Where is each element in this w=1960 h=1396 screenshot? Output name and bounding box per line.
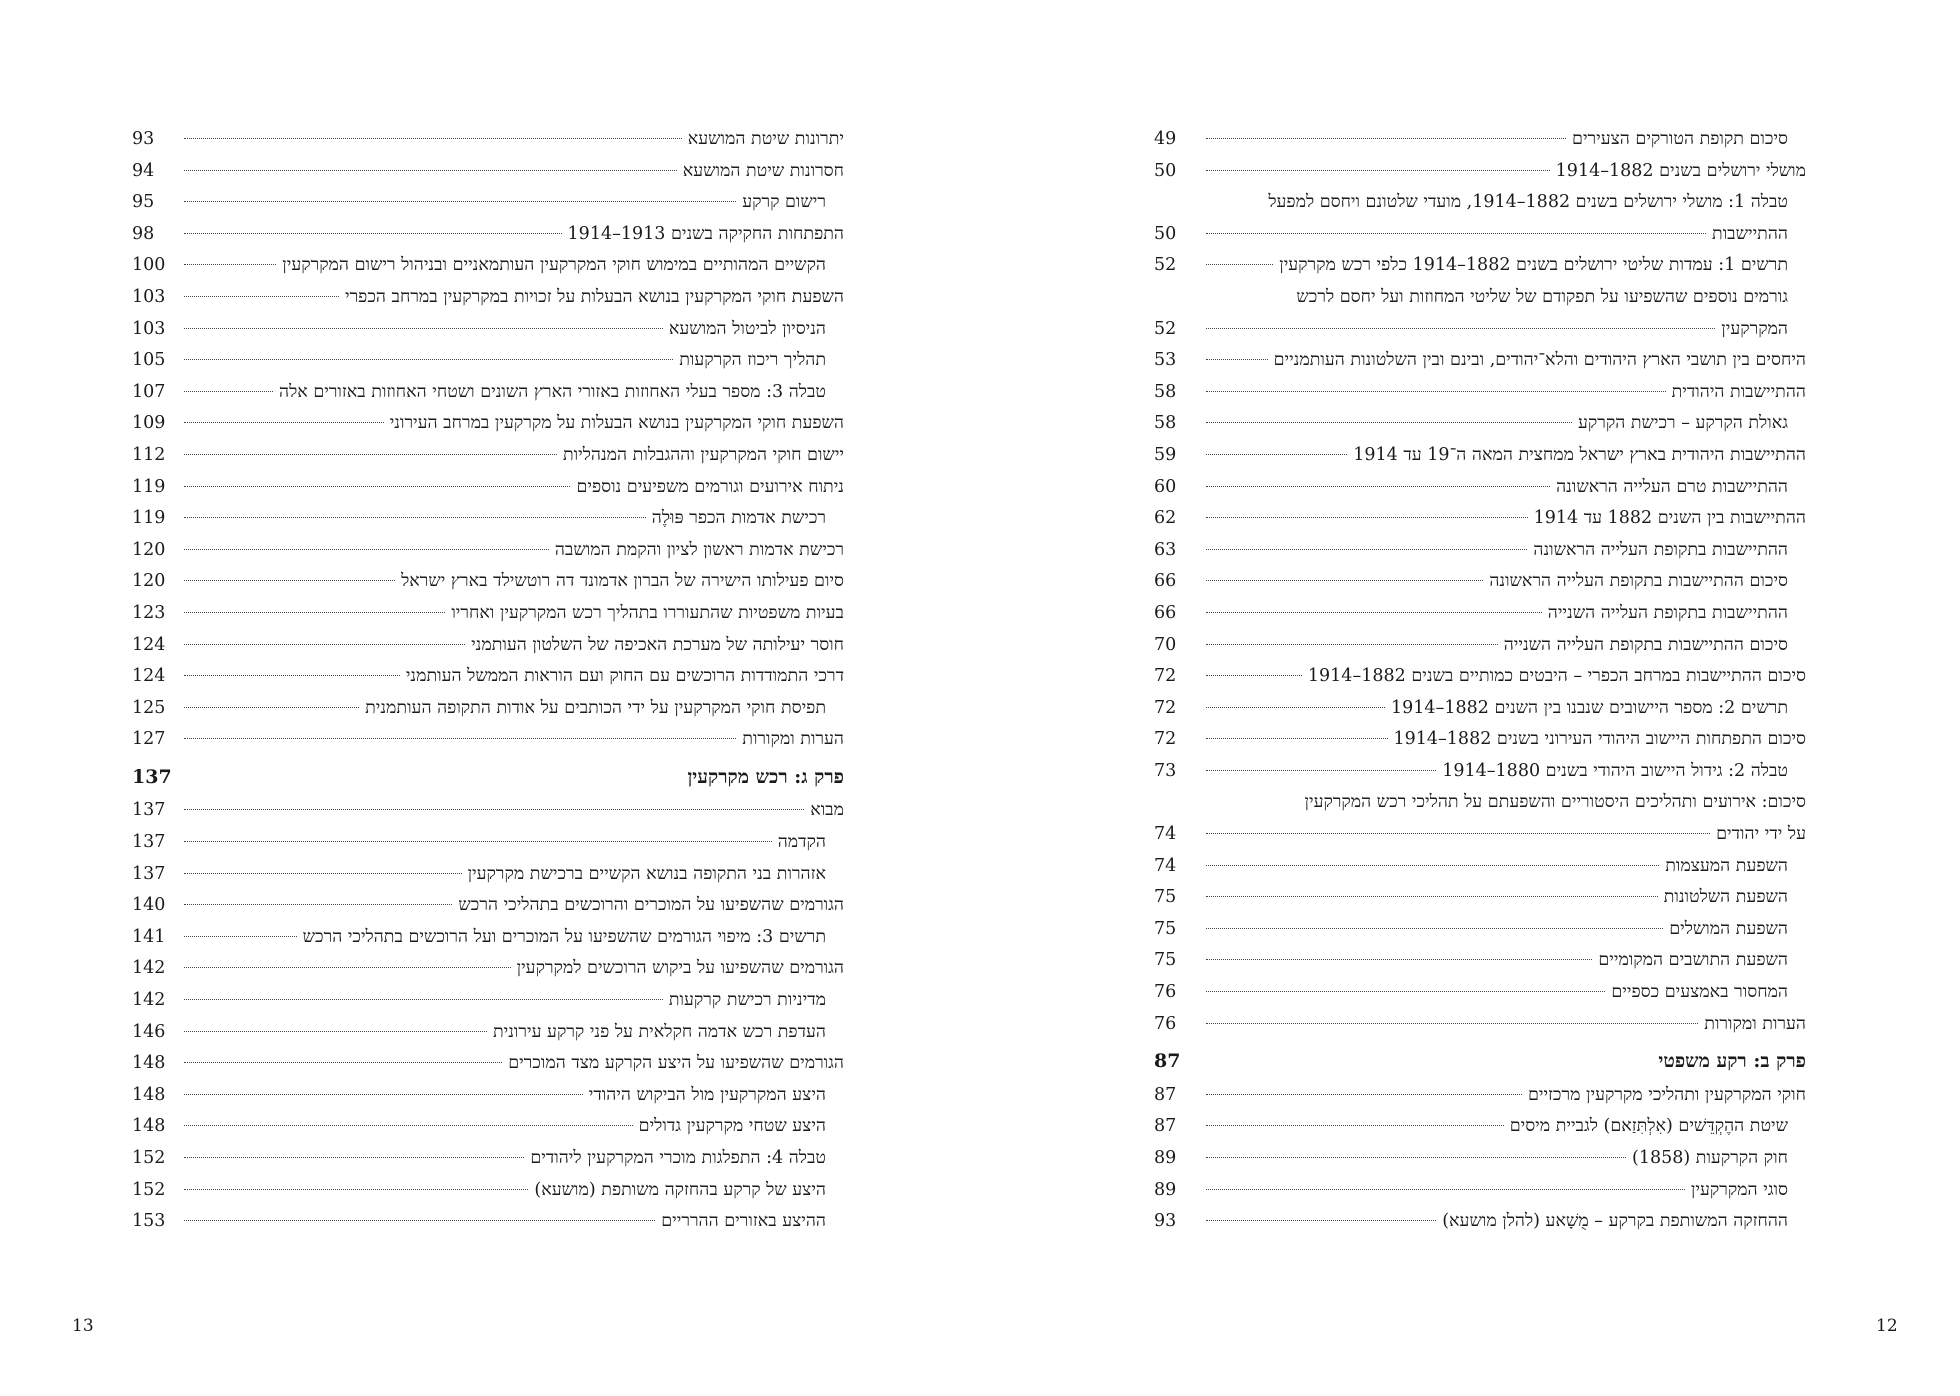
toc-entry-title: בעיות משפטיות שהתעוררו בתהליך רכש המקרקעין ואחריו [451,602,844,623]
dot-leader [184,328,663,329]
page-number-right: 12 [1876,1316,1898,1336]
dot-leader [184,264,276,265]
toc-entry [132,124,844,156]
toc-entry [132,1048,844,1080]
toc-entry [132,503,844,535]
toc-entry-title: ההיצע באזורים ההרריים [661,1211,826,1232]
toc-entry-title: טבלה 4: התפלגות מוכרי המקרקעין ליהודים [530,1148,826,1168]
dot-leader [1206,1094,1522,1095]
toc-entry [1154,472,1806,504]
toc-entry-title: ההתיישבות היהודית בארץ ישראל ממחצית המאה ה־19 עד 1914 [1353,444,1806,465]
toc-entry-page: 93 [132,129,155,149]
toc-entry-page: 72 [1154,666,1177,687]
toc-entry-title: פרק ב: רקע משפטי [1658,1050,1806,1073]
toc-entry-page: 98 [132,223,155,244]
toc-entry-title: גאולת הקרקע – רכישת הקרקע [1577,413,1788,434]
toc-entry-title: ההתיישבות בתקופת העלייה השנייה [1547,602,1788,623]
toc-entry-page: 120 [132,571,166,592]
toc-entry-title: הערות ומקורות [742,729,844,750]
toc-entry [1154,724,1806,756]
dot-leader [184,707,359,708]
toc-entry-page: 105 [132,350,166,371]
toc-entry-page: 52 [1154,318,1177,339]
toc-entry-line: גורמים נוספים שהשפיעו על תפקודם של שליטי המחוזות ועל יחסם לרכש [1296,286,1788,307]
toc-entry-title: סיכום ההתיישבות בתקופת העלייה הראשונה [1489,571,1788,592]
toc-entry-title: הניסיון לביטול המושעא [668,318,826,339]
toc-entry-title: הגורמים שהשפיעו על היצע הקרקע מצד המוכרים [508,1053,844,1074]
toc-entry-title: הגורמים שהשפיעו על המוכרים והרוכשים בתהליכי הרכש [458,895,844,916]
dot-leader [184,201,736,202]
toc-right [1154,124,1806,1238]
toc-entry-page: 125 [132,697,166,718]
dot-leader [184,1220,655,1221]
dot-leader [1206,959,1592,960]
dot-leader [184,1125,633,1126]
toc-entry-page: 50 [1154,223,1177,244]
dot-leader [1206,865,1659,866]
dot-leader [1206,612,1542,613]
toc-entry-title: השפעת השלטונות [1663,887,1788,908]
toc-entry [1154,566,1806,598]
toc-entry-page: 75 [1154,887,1177,908]
toc-entry-title: חוק הקרקעות (1858) [1632,1148,1788,1168]
dot-leader [184,1031,487,1032]
dot-leader [1206,517,1528,518]
toc-entry-title: רישום קרקע [742,192,826,213]
dot-leader [184,1094,583,1095]
dot-leader [1206,264,1273,265]
toc-entry [132,377,844,409]
toc-entry-title: הקדמה [777,832,826,853]
toc-entry-page: 146 [132,1021,166,1042]
toc-entry [132,693,844,725]
toc-entry-page: 124 [132,634,166,655]
dot-leader [184,170,677,171]
toc-entry-page: 87 [1154,1116,1177,1137]
toc-entry [132,661,844,693]
toc-entry-title: השפעת התושבים המקומיים [1598,950,1788,971]
toc-entry [132,922,844,954]
dot-leader [184,517,646,518]
toc-entry-page: 94 [132,160,155,181]
toc-entry [1154,503,1806,535]
dot-leader [1206,328,1715,329]
toc-entry-title: רכישת אדמות הכפר פּוּלֶה [651,508,826,529]
toc-entry-title: אזהרות בני התקופה בנושא הקשיים ברכישת מקרקעין [467,863,826,884]
toc-entry [132,345,844,377]
toc-entry-title: המחסור באמצעים כספיים [1611,982,1788,1003]
dot-leader [1206,644,1498,645]
toc-entry-page: 140 [132,895,166,916]
toc-entry-page: 76 [1154,1013,1177,1034]
dot-leader [1206,1220,1436,1221]
toc-entry-page: 75 [1154,950,1177,971]
toc-entry-title: ההתיישבות היהודית [1671,381,1806,402]
toc-entry-page: 137 [132,832,166,853]
dot-leader [184,233,562,234]
toc-entry [1154,819,1806,851]
dot-leader [184,454,557,455]
toc-entry-title: חסרונות שיטת המושעא [682,160,844,181]
toc-entry [132,1017,844,1049]
toc-entry [132,1143,844,1175]
toc-entry [1154,661,1806,693]
toc-entry [1154,914,1806,946]
toc-left [132,124,844,1238]
toc-entry [132,156,844,188]
toc-entry-page: 66 [1154,571,1177,592]
toc-entry [132,795,844,827]
dot-leader [1206,391,1666,392]
toc-entry [132,985,844,1017]
toc-entry-page: 103 [132,286,166,307]
toc-entry-page: 137 [132,800,166,821]
dot-leader [1206,896,1658,897]
toc-entry-title: טבלה 3: מספר בעלי האחוזות באזורי הארץ השונים ושטחי האחוזות באזורים אלה [279,381,826,402]
toc-entry [1154,693,1806,725]
toc-entry-title: השפעת המעצמות [1665,855,1788,876]
toc-entry-page: 123 [132,602,166,623]
toc-entry [1154,630,1806,662]
toc-entry-page: 137 [132,863,166,884]
dot-leader [1206,1157,1626,1158]
toc-entry-title: סיכום תקופת הטורקים הצעירים [1572,129,1788,149]
toc-entry [132,219,844,251]
toc-entry [1154,1009,1806,1041]
toc-entry-page: 73 [1154,760,1177,781]
toc-entry [1154,945,1806,977]
toc-entry-page: 93 [1154,1211,1177,1232]
toc-entry [1154,1206,1806,1238]
toc-entry-page: 58 [1154,381,1177,402]
toc-entry-page: 148 [132,1116,166,1137]
toc-entry [132,1206,844,1238]
toc-entry-title: סיכום ההתיישבות במרחב הכפרי – היבטים כמותיים בשנים 1882–1914 [1307,666,1806,687]
toc-entry-page: 72 [1154,729,1177,750]
toc-entry [1154,977,1806,1009]
toc-entry-page: 120 [132,539,166,560]
toc-entry [132,440,844,472]
toc-entry-title: ההתיישבות בתקופת העלייה הראשונה [1533,539,1788,560]
toc-entry [1154,124,1806,156]
toc-entry [1154,1080,1806,1112]
dot-leader [1206,833,1710,834]
chapter-heading [132,762,844,794]
toc-entry-page: 87 [1154,1050,1181,1073]
toc-entry-title: רכישת אדמות ראשון לציון והקמת המושבה [554,539,844,560]
toc-entry-page: 89 [1154,1179,1177,1200]
toc-entry-page: 153 [132,1211,166,1232]
toc-entry-page: 119 [132,508,166,529]
dot-leader [184,873,462,874]
toc-entry-page: 107 [132,381,166,402]
toc-entry-page: 52 [1154,255,1177,276]
toc-entry-page: 152 [132,1179,166,1200]
toc-entry-title: שיטת ההֶקְדֵּשׁים (אִלְתִּזַאם) לגביית מיסים [1509,1116,1788,1137]
dot-leader [184,296,339,297]
toc-entry-page: 49 [1154,129,1177,149]
toc-entry [1154,535,1806,567]
toc-entry [1154,1111,1806,1143]
dot-leader [1206,738,1388,739]
dot-leader [1206,1125,1504,1126]
toc-entry [1154,345,1806,377]
toc-entry-title: ההחזקה המשותפת בקרקע – מֻשָׁאע (להלן מושעא) [1442,1211,1788,1232]
dot-leader [184,1189,528,1190]
toc-entry [1154,756,1806,788]
dot-leader [1206,454,1347,455]
toc-entry-title: סיכום התפתחות היישוב היהודי העירוני בשנים 1882–1914 [1393,729,1806,750]
dot-leader [1206,580,1483,581]
dot-leader [1206,422,1572,423]
dot-leader [184,738,736,739]
toc-entry-page: 74 [1154,824,1177,845]
toc-entry-title: תרשים 1: עמדות שליטי ירושלים בשנים 1882–1914 כלפי רכש מקרקעין [1279,255,1788,276]
toc-entry-page: 148 [132,1084,166,1105]
toc-entry-page: 58 [1154,413,1177,434]
dot-leader [184,391,273,392]
toc-entry-title: תרשים 3: מיפוי הגורמים שהשפיעו על המוכרים ועל הרוכשים בתהליכי הרכש [302,926,826,947]
toc-entry-page: 141 [132,926,166,947]
toc-entry-page: 152 [132,1148,166,1168]
dot-leader [184,904,452,905]
toc-entry-page: 109 [132,413,166,434]
toc-entry-page: 63 [1154,539,1177,560]
toc-entry [1154,598,1806,630]
toc-entry-title: ההתיישבות [1712,223,1788,244]
toc-entry [1154,377,1806,409]
toc-entry-title: העדפת רכש אדמה חקלאית על פני קרקע עירונית [492,1021,826,1042]
toc-entry-line: סיכום: אירועים ותהליכים היסטוריים והשפעתם על תהליכי רכש המקרקעין [1304,792,1806,813]
toc-entry-line: טבלה 1: מושלי ירושלים בשנים 1882–1914, מועדי שלטונם ויחסם למפעל [1268,192,1788,213]
toc-entry-page: 66 [1154,602,1177,623]
toc-entry-page: 142 [132,958,166,979]
toc-entry [1154,219,1806,251]
toc-entry-title: דרכי התמודדות הרוכשים עם החוק ועם הוראות הממשל העותמני [405,666,844,687]
toc-entry [132,1175,844,1207]
toc-entry-page: 112 [132,444,166,465]
dot-leader [1206,138,1566,139]
toc-entry-page: 76 [1154,982,1177,1003]
toc-entry-title: יישום חוקי המקרקעין וההגבלות המנהליות [563,444,844,465]
toc-entry-title: יתרונות שיטת המושעא [687,129,844,149]
toc-entry-title: חוקי המקרקעין ותהליכי מקרקעין מרכזיים [1527,1084,1806,1105]
toc-entry-page: 72 [1154,697,1177,718]
toc-entry-title: תפיסת חוקי המקרקעין על ידי הכותבים על אודות התקופה העותמנית [365,697,826,718]
toc-entry [132,630,844,662]
toc-entry-title: ההתיישבות טרם העלייה הראשונה [1556,476,1788,497]
toc-entry-page: 74 [1154,855,1177,876]
toc-entry [1154,882,1806,914]
dot-leader [184,486,570,487]
dot-leader [1206,991,1605,992]
toc-entry-title: היצע שטחי מקרקעין גדולים [638,1116,826,1137]
toc-entry-title: היצע של קרקע בהחזקה משותפת (מושעא) [534,1179,826,1200]
toc-entry-page: 103 [132,318,166,339]
toc-entry-page: 53 [1154,350,1177,371]
dot-leader [184,936,297,937]
toc-entry-page: 127 [132,729,166,750]
toc-entry [1154,250,1806,282]
dot-leader [184,999,663,1000]
toc-entry [132,282,844,314]
dot-leader [184,809,804,810]
toc-entry-title: היחסים בין תושבי הארץ היהודים והלא־יהודים, ובינם ובין השלטונות העותמניים [1273,350,1806,371]
toc-entry-title: על ידי יהודים [1716,824,1806,845]
toc-entry [132,566,844,598]
toc-entry-title: ההתיישבות בין השנים 1882 עד 1914 [1533,508,1806,529]
dot-leader [1206,928,1663,929]
toc-entry-title: טבלה 2: גידול היישוב היהודי בשנים 1880–1914 [1442,760,1788,781]
dot-leader [184,1062,502,1063]
dot-leader [184,359,673,360]
toc-entry-title: השפעת חוקי המקרקעין בנושא הבעלות על מקרקעין במרחב העירוני [389,413,844,434]
chapter-heading [1154,1046,1806,1078]
dot-leader [1206,1023,1698,1024]
dot-leader [184,612,445,613]
dot-leader [1206,1189,1685,1190]
toc-entry-page: 89 [1154,1148,1177,1168]
toc-entry-title: סוגי המקרקעין [1690,1179,1788,1200]
dot-leader [1206,486,1550,487]
toc-entry-page: 62 [1154,508,1177,529]
toc-entry [132,1111,844,1143]
toc-entry-page: 60 [1154,476,1177,497]
toc-entry [132,250,844,282]
toc-entry-page: 137 [132,765,172,788]
toc-entry-page: 100 [132,255,166,276]
toc-entry [132,953,844,985]
toc-entry-page: 95 [132,192,155,213]
dot-leader [1206,170,1550,171]
toc-entry [1154,408,1806,440]
dot-leader [184,549,549,550]
toc-entry-title: היצע המקרקעין מול הביקוש היהודי [588,1084,826,1105]
dot-leader [184,841,772,842]
toc-entry-title: המקרקעין [1721,318,1788,339]
toc-entry-page: 119 [132,476,166,497]
toc-entry-page: 70 [1154,634,1177,655]
toc-entry-title: תהליך ריכוז הקרקעות [679,350,826,371]
toc-entry-title: הערות ומקורות [1704,1013,1806,1034]
toc-entry [132,472,844,504]
toc-entry-title: סיום פעילותו הישירה של הברון אדמונד דה רוטשילד בארץ ישראל [401,571,844,592]
toc-entry [1154,851,1806,883]
dot-leader [1206,233,1706,234]
toc-entry-page: 148 [132,1053,166,1074]
dot-leader [184,138,682,139]
dot-leader [1206,707,1385,708]
toc-entry-title: ניתוח אירועים וגורמים משפיעים נוספים [576,476,844,497]
dot-leader [184,1157,524,1158]
dot-leader [184,644,465,645]
toc-entry [1154,156,1806,188]
toc-entry-title: מבוא [810,800,844,821]
dot-leader [1206,359,1268,360]
toc-entry [1154,1175,1806,1207]
toc-entry-title: מושלי ירושלים בשנים 1882–1914 [1555,160,1806,181]
dot-leader [1206,675,1302,676]
toc-entry-page: 59 [1154,444,1177,465]
toc-entry-title: סיכום ההתיישבות בתקופת העלייה השנייה [1503,634,1788,655]
toc-entry [1154,440,1806,472]
toc-entry [132,535,844,567]
toc-entry [132,187,844,219]
dot-leader [1206,549,1527,550]
toc-entry-title: חוסר יעילותה של מערכת האכיפה של השלטון העותמני [471,634,844,655]
right-page [980,0,1960,1396]
toc-entry-title: פרק ג: רכש מקרקעין [687,765,844,788]
toc-entry-title: השפעת חוקי המקרקעין בנושא הבעלות על זכויות במקרקעין במרחב הכפרי [345,286,844,307]
toc-entry [132,859,844,891]
toc-entry [132,1080,844,1112]
toc-entry-title: מדיניות רכישת קרקעות [668,990,826,1011]
toc-entry-title: תרשים 2: מספר היישובים שנבנו בין השנים 1882–1914 [1391,697,1788,718]
toc-entry-page: 124 [132,666,166,687]
dot-leader [184,675,400,676]
toc-entry [1154,314,1806,346]
dot-leader [184,967,511,968]
toc-entry [132,314,844,346]
toc-entry [132,890,844,922]
dot-leader [1206,770,1436,771]
toc-entry [132,827,844,859]
toc-entry-title: השפעת המושלים [1669,918,1788,939]
toc-entry [132,724,844,756]
toc-entry [132,408,844,440]
toc-entry [1154,1143,1806,1175]
toc-entry-title: התפתחות החקיקה בשנים 1913–1914 [567,223,844,244]
toc-entry-page: 75 [1154,918,1177,939]
page-number-left: 13 [72,1316,94,1336]
toc-entry-page: 87 [1154,1084,1177,1105]
toc-entry-title: הגורמים שהשפיעו על ביקוש הרוכשים למקרקעין [516,958,844,979]
toc-entry-page: 142 [132,990,166,1011]
toc-entry [132,598,844,630]
toc-entry-page: 50 [1154,160,1177,181]
dot-leader [184,422,384,423]
dot-leader [184,580,395,581]
toc-entry-title: הקשיים המהותיים במימוש חוקי המקרקעין העותמאניים ובניהול רישום המקרקעין [282,255,826,276]
